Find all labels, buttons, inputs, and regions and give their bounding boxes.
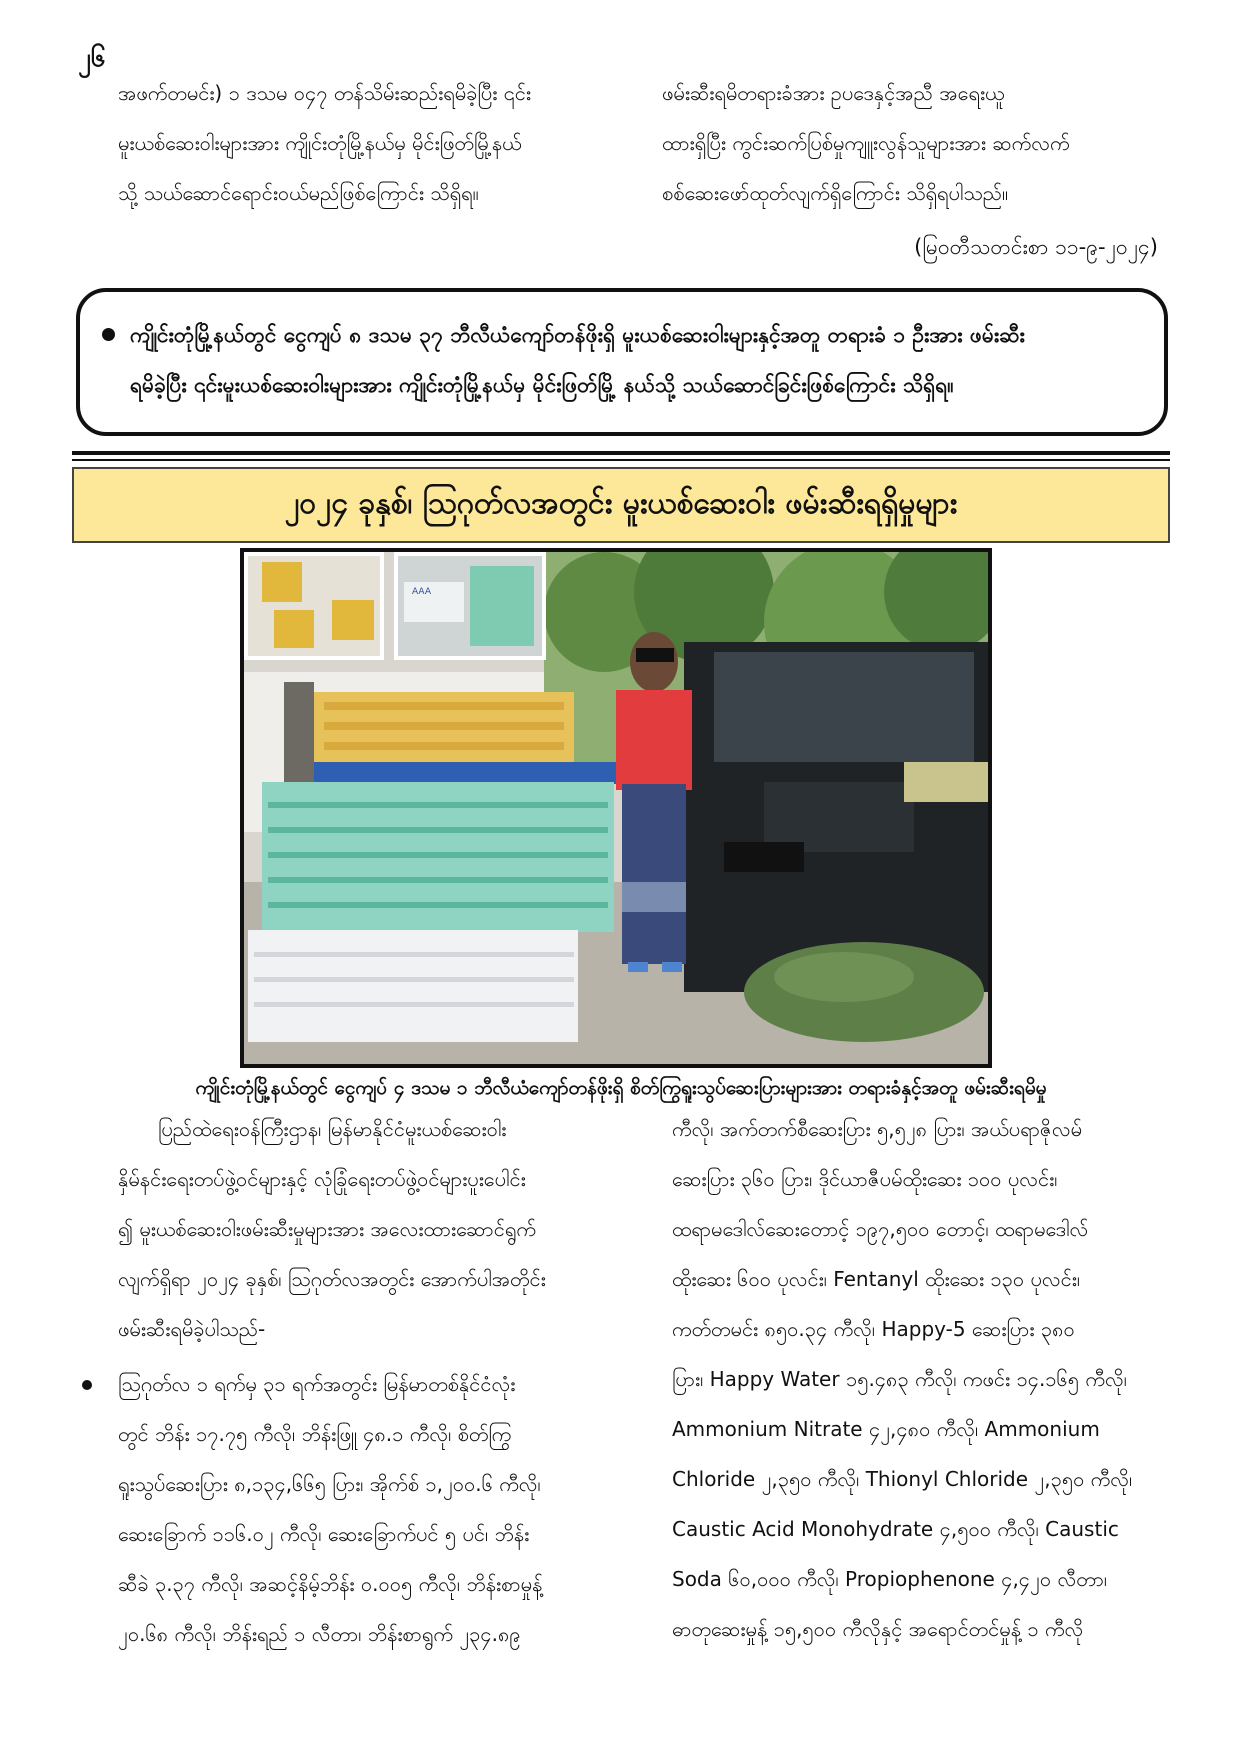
section-divider bbox=[72, 459, 1170, 461]
section-divider bbox=[72, 451, 1170, 455]
section-headline: ၂၀၂၄ ခုနှစ်၊ ဩဂုတ်လအတွင်း မူးယစ်ဆေးဝါး ဖမ်းဆီးရရှိမှုများ bbox=[72, 467, 1170, 543]
page-number: ၂၆ bbox=[78, 43, 106, 73]
inset-label: AAA bbox=[412, 587, 431, 597]
text-line: ထိုးဆေး ၆၀၀ ပုလင်း၊ Fentanyl ထိုးဆေး ၁၃၀ ပုလင်း၊ bbox=[672, 1267, 1080, 1291]
text-line: ပြား၊ Happy Water ၁၅.၄၈၃ ကီလို၊ ကဖင်း ၁၄.၁၆၅ ကီလို၊ bbox=[672, 1367, 1127, 1391]
text-line: Chloride ၂,၃၅၀ ကီလို၊ Thionyl Chloride ၂,၃၅၀ ကီလို၊ bbox=[672, 1467, 1133, 1491]
text-line: ဖမ်းဆီးရမိခဲ့ပါသည်- bbox=[118, 1317, 266, 1341]
summary-note-text bbox=[130, 310, 1150, 410]
text-line: ကျိုင်းတုံမြို့နယ်တွင် ငွေကျပ် ၈ ဒသမ ၃၇ ဘီလီယံကျော်တန်ဖိုးရှိ မူးယစ်ဆေးဝါးများနှင့်အတူ တရားခံ ၁ ဦးအား ဖမ်းဆီး bbox=[130, 323, 1025, 347]
text-line: ဓာတုဆေးမှုန့် ၁၅,၅၀၀ ကီလိုနှင့် အရောင်တင်မှုန့် ၁ ကီလို bbox=[672, 1617, 1084, 1641]
top-right-column bbox=[662, 68, 1168, 218]
bullet-icon bbox=[82, 1380, 92, 1390]
top-left-column bbox=[118, 68, 618, 218]
photo-caption: ကျိုင်းတုံမြို့နယ်တွင် ငွေကျပ် ၄ ဒသမ ၁ ဘီလီယံကျော်တန်ဖိုးရှိ စိတ်ကြွရူးသွပ်ဆေးပြားများအား တရားခံနှင့်အတူ ဖမ်းဆီးရမိမှု bbox=[195, 1077, 1047, 1099]
body-left-bullet bbox=[118, 1359, 618, 1659]
body-right-column bbox=[672, 1104, 1168, 1654]
bullet-icon bbox=[102, 328, 115, 341]
text-line: ရမိခဲ့ပြီး ၎င်းမူးယစ်ဆေးဝါးများအား ကျိုင်းတုံမြို့နယ်မှ မိုင်းဖြတ်မြို့ နယ်သို့ သယ်ဆောင်ခြင်းဖြစ်ကြောင်း သိရှိရ။ bbox=[130, 373, 954, 397]
text-line: အဖက်တမင်း) ၁ ဒသမ ၀၄၇ တန်သိမ်းဆည်းရမိခဲ့ပြီး ၎င်း bbox=[118, 81, 531, 105]
summary-note-box bbox=[76, 288, 1168, 436]
text-line: ၍ မူးယစ်ဆေးဝါးဖမ်းဆီးမှုများအား အလေးထားဆောင်ရွက် bbox=[118, 1217, 536, 1241]
text-line: Ammonium Nitrate ၄၂,၄၈၀ ကီလို၊ Ammonium bbox=[672, 1417, 1100, 1441]
text-line: သို့ သယ်ဆောင်ရောင်းဝယ်မည်ဖြစ်ကြောင်း သိရှိရ။ bbox=[118, 181, 479, 205]
text-line: ကီလို၊ အက်တက်စီဆေးပြား ၅,၅၂၈ ပြား၊ အယ်ပရာဇိုလမ် bbox=[672, 1117, 1082, 1141]
text-line: ဖမ်းဆီးရမိတရားခံအား ဥပဒေနှင့်အညီ အရေးယူ bbox=[662, 81, 1005, 105]
text-line: ထရာမဒေါလ်ဆေးတောင့် ၁၉၇,၅၀၀ တောင့်၊ ထရာမဒေါလ် bbox=[672, 1217, 1089, 1241]
text-line: လျက်ရှိရာ ၂၀၂၄ ခုနှစ်၊ ဩဂုတ်လအတွင်း အောက်ပါအတိုင်း bbox=[118, 1267, 546, 1291]
text-line: ကတ်တမင်း ၈၅၀.၃၄ ကီလို၊ Happy-5 ဆေးပြား ၃၈၀ bbox=[672, 1317, 1075, 1341]
text-line: စစ်ဆေးဖော်ထုတ်လျက်ရှိကြောင်း သိရှိရပါသည်။ bbox=[662, 181, 1009, 205]
text-line: ဆီခဲ ၃.၃၇ ကီလို၊ အဆင့်နိမ့်ဘိန်း ၀.၀၀၅ ကီလို၊ ဘိန်းစာမှုန့် bbox=[118, 1572, 543, 1596]
text-line: ဆေးပြား ၃၆၀ ပြား၊ ဒိုင်ယာဇီပမ်ထိုးဆေး ၁၀၀ ပုလင်း၊ bbox=[672, 1167, 1058, 1191]
seizure-photo bbox=[240, 548, 992, 1068]
text-line: ဩဂုတ်လ ၁ ရက်မှ ၃၁ ရက်အတွင်း မြန်မာတစ်နိုင်ငံလုံး bbox=[118, 1372, 516, 1396]
text-line: ၂၀.၆၈ ကီလို၊ ဘိန်းရည် ၁ လီတာ၊ ဘိန်းစာရွက် ၂၃၄.၈၉ bbox=[118, 1622, 521, 1646]
news-source: (မြဝတီသတင်းစာ ၁၁-၉-၂၀၂၄) bbox=[914, 235, 1158, 259]
text-line: Soda ၆၀,၀၀၀ ကီလို၊ Propiophenone ၄,၄၂၀ လီတာ၊ bbox=[672, 1567, 1108, 1591]
body-left-column bbox=[118, 1104, 618, 1354]
text-line: ဆေးခြောက် ၁၁၆.၀၂ ကီလို၊ ဆေးခြောက်ပင် ၅ ပင်၊ ဘိန်း bbox=[118, 1522, 530, 1546]
text-line: ပြည်ထဲရေးဝန်ကြီးဌာန၊ မြန်မာနိုင်ငံမူးယစ်ဆေးဝါး bbox=[158, 1117, 507, 1141]
text-line: တွင် ဘိန်း ၁၇.၇၅ ကီလို၊ ဘိန်းဖြူ ၄၈.၁ ကီလို၊ စိတ်ကြွ bbox=[118, 1422, 512, 1446]
text-line: ထားရှိပြီး ကွင်းဆက်ပြစ်မှုကျူးလွန်သူများအား ဆက်လက် bbox=[662, 131, 1070, 155]
text-line: မူးယစ်ဆေးဝါးများအား ကျိုင်းတုံမြို့နယ်မှ မိုင်းဖြတ်မြို့နယ် bbox=[118, 131, 522, 155]
text-line: နှိမ်နင်းရေးတပ်ဖွဲ့ဝင်များနှင့် လုံခြုံရေးတပ်ဖွဲ့ဝင်များပူးပေါင်း bbox=[118, 1167, 526, 1191]
text-line: Caustic Acid Monohydrate ၄,၅၀၀ ကီလို၊ Caustic bbox=[672, 1517, 1119, 1541]
text-line: ရူးသွပ်ဆေးပြား ၈,၁၃၄,၆၆၅ ပြား၊ အိုက်စ် ၁,၂၀၀.၆ ကီလို၊ bbox=[118, 1472, 541, 1496]
